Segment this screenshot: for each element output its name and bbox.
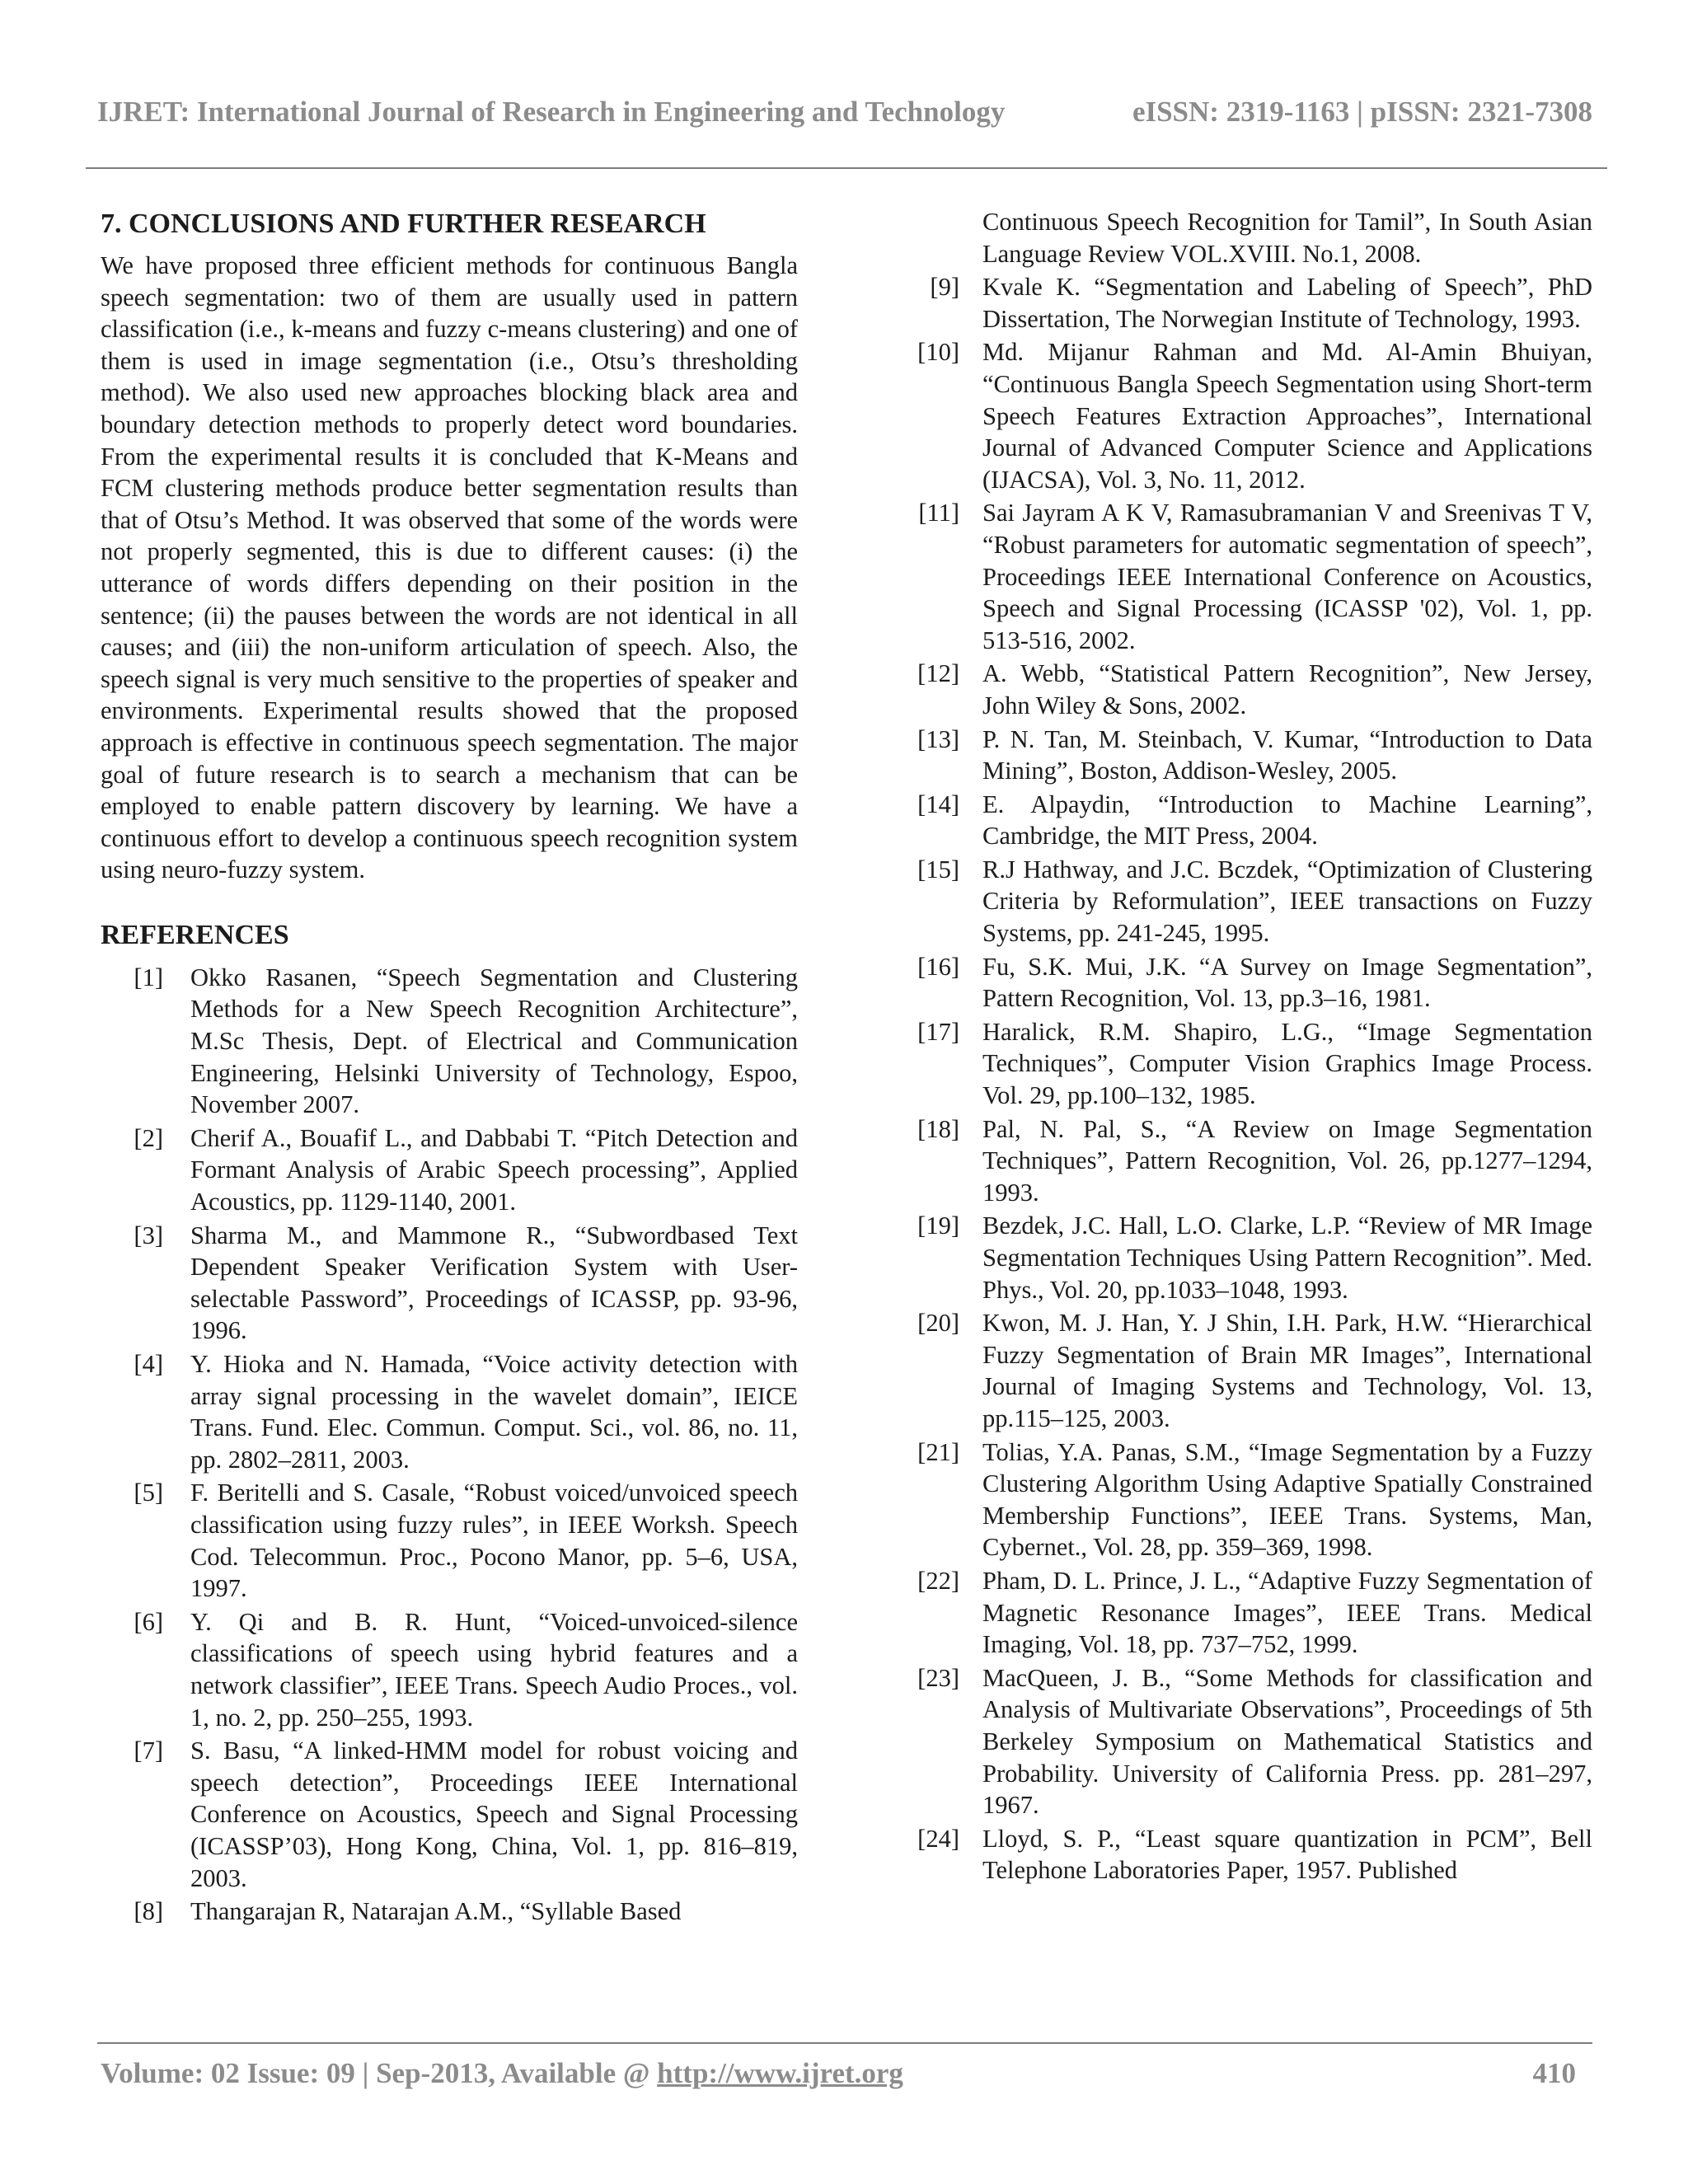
reference-item bbox=[907, 854, 1592, 949]
reference-item bbox=[907, 1113, 1592, 1209]
reference-number: [17] bbox=[917, 1017, 959, 1046]
reference-text: Kwon, M. J. Han, Y. J Shin, I.H. Park, H.W. “Hierarchical Fuzzy Segmentation of Brain MR Images”, International Journal of Imaging Systems and Technology, Vol. 13, pp.115–125, 2003. bbox=[982, 1309, 1592, 1432]
reference-text: Pal, N. Pal, S., “A Review on Image Segmentation Techniques”, Pattern Recognition, Vol. 26, pp.1277–1294, 1993. bbox=[982, 1114, 1592, 1207]
reference-text: A. Webb, “Statistical Pattern Recognition”, New Jersey, John Wiley & Sons, 2002. bbox=[982, 659, 1592, 719]
reference-item bbox=[101, 1735, 798, 1894]
reference-text: Bezdek, J.C. Hall, L.O. Clarke, L.P. “Review of MR Image Segmentation Techniques Using Pattern Recognition”. Med. Phys., Vol. 20, pp.1033–1048, 1993. bbox=[982, 1212, 1592, 1304]
reference-number: [12] bbox=[917, 659, 959, 688]
reference-text: Tolias, Y.A. Panas, S.M., “Image Segmentation by a Fuzzy Clustering Algorithm Using Adaptive Spatially Constrained Membership Functions”, IEEE Trans. Systems, Man, Cybernet., Vol. 28, pp. 359–369, 1998. bbox=[982, 1437, 1592, 1562]
reference-number: [14] bbox=[917, 790, 959, 818]
reference-item bbox=[907, 1210, 1592, 1305]
reference-number: [21] bbox=[917, 1437, 959, 1466]
reference-number: [8] bbox=[134, 1897, 163, 1926]
reference-item bbox=[907, 951, 1592, 1015]
section-title: 7. CONCLUSIONS AND FURTHER RESEARCH bbox=[101, 209, 706, 239]
reference-text: E. Alpaydin, “Introduction to Machine Learning”, Cambridge, the MIT Press, 2004. bbox=[982, 790, 1592, 851]
reference-text: S. Basu, “A linked-HMM model for robust voicing and speech detection”, Proceedings IEEE International Conference on Acoustics, Speech and Signal Processing (ICASSP’03), Hong Kong, China, Vol. 1, pp. 816–819, 2003. bbox=[190, 1736, 798, 1892]
right-column bbox=[907, 206, 1592, 1888]
reference-text: Md. Mijanur Rahman and Md. Al-Amin Bhuiyan, “Continuous Bangla Speech Segmentation using Short-term Speech Features Extraction Approaches”, International Journal of Advanced Computer Science and Applications (IJACSA), Vol. 3, No. 11, 2012. bbox=[982, 338, 1592, 494]
reference-item bbox=[907, 1307, 1592, 1434]
reference-text: Lloyd, S. P., “Least square quantization in PCM”, Bell Telephone Laboratories Paper, 1957. Published bbox=[982, 1824, 1592, 1885]
footer-rule bbox=[97, 2042, 1592, 2044]
reference-text: Y. Qi and B. R. Hunt, “Voiced-unvoiced-silence classifications of speech using hybrid features and a network classifier”, IEEE Trans. Speech Audio Proces., vol. 1, no. 2, pp. 250–255, 1993. bbox=[190, 1607, 798, 1732]
reference-text: Pham, D. L. Prince, J. L., “Adaptive Fuzzy Segmentation of Magnetic Resonance Images”, IEEE Trans. Medical Imaging, Vol. 18, pp. 737–752, 1999. bbox=[982, 1566, 1592, 1659]
reference-number: [9] bbox=[930, 273, 959, 302]
reference-item bbox=[101, 1220, 798, 1347]
reference-item bbox=[907, 1565, 1592, 1661]
left-column bbox=[101, 208, 798, 1929]
reference-text: Y. Hioka and N. Hamada, “Voice activity detection with array signal processing in the wavelet domain”, IEICE Trans. Fund. Elec. Commun. Comput. Sci., vol. 86, no. 11, pp. 2802–2811, 2003. bbox=[190, 1350, 798, 1474]
reference-number: [10] bbox=[917, 338, 959, 367]
page-header bbox=[97, 96, 1592, 129]
journal-title: IJRET: International Journal of Research in Engineering and Technology bbox=[97, 96, 1006, 128]
conclusions-paragraph: We have proposed three efficient methods for continuous Bangla speech segmentation: two of them are usually used in pattern classification (i.e., k-means and fuzzy c-means clustering) and one of them is used in image segmentation (i.e., Otsu’s thresholding method). We also used new approaches blocking black area and boundary detection methods to properly detect word boundaries. From the experimental results it is concluded that K-Means and FCM clustering methods produce better segmentation results than that of Otsu’s Method. It was observed that some of the words were not properly segmented, this is due to different causes: (i) the utterance of words differs depending on their position in the sentence; (ii) the pauses between the words are not identical in all causes; and (iii) the non-uniform articulation of speech. Also, the speech signal is very much sensitive to the properties of speaker and environments. Experimental results showed that the proposed approach is effective in continuous speech segmentation. The major goal of future research is to search a mechanism that can be employed to enable pattern discovery by learning. We have a continuous effort to develop a continuous speech recognition system using neuro-fuzzy system. bbox=[101, 251, 798, 884]
reference-text: Sai Jayram A K V, Ramasubramanian V and Sreenivas T V, “Robust parameters for automatic segmentation of speech”, Proceedings IEEE International Conference on Acoustics, Speech and Signal Processing (ICASSP '02), Vol. 1, pp. 513-516, 2002. bbox=[982, 499, 1592, 654]
reference-text: F. Beritelli and S. Casale, “Robust voiced/unvoiced speech classification using fuzzy rules”, in IEEE Worksh. Speech Cod. Telecommun. Proc., Pocono Manor, pp. 5–6, USA, 1997. bbox=[190, 1479, 798, 1603]
reference-number: [22] bbox=[917, 1566, 959, 1595]
reference-number: [3] bbox=[134, 1221, 163, 1249]
footer-volume-text: Volume: 02 Issue: 09 | Sep-2013, Available @ bbox=[101, 2057, 658, 2089]
page-number: 410 bbox=[1532, 2057, 1576, 2089]
references-title: REFERENCES bbox=[101, 919, 289, 950]
reference-text: Haralick, R.M. Shapiro, L.G., “Image Segmentation Techniques”, Computer Vision Graphics Image Process. Vol. 29, pp.100–132, 1985. bbox=[982, 1017, 1592, 1110]
reference-number: [16] bbox=[917, 952, 959, 981]
reference-number: [6] bbox=[134, 1607, 163, 1636]
reference-item bbox=[907, 497, 1592, 656]
reference-text: Kvale K. “Segmentation and Labeling of Speech”, PhD Dissertation, The Norwegian Institute of Technology, 1993. bbox=[982, 273, 1592, 333]
reference-item bbox=[101, 1606, 798, 1733]
reference-continuation: Continuous Speech Recognition for Tamil”, In South Asian Language Review VOL.XVIII. No.1, 2008. bbox=[982, 208, 1592, 268]
reference-number: [18] bbox=[917, 1114, 959, 1143]
reference-item bbox=[907, 724, 1592, 787]
reference-number: [24] bbox=[917, 1824, 959, 1853]
reference-number: [23] bbox=[917, 1663, 959, 1692]
reference-item bbox=[101, 1122, 798, 1218]
reference-number: [13] bbox=[917, 724, 959, 753]
reference-item bbox=[907, 1016, 1592, 1112]
reference-item bbox=[907, 1662, 1592, 1821]
issn-numbers: eISSN: 2319-1163 | pISSN: 2321-7308 bbox=[1132, 96, 1592, 128]
reference-item bbox=[101, 1896, 798, 1928]
reference-item bbox=[101, 1348, 798, 1475]
reference-text: Fu, S.K. Mui, J.K. “A Survey on Image Segmentation”, Pattern Recognition, Vol. 13, pp.3–16, 1981. bbox=[982, 952, 1592, 1013]
reference-item bbox=[907, 336, 1592, 495]
reference-number: [5] bbox=[134, 1479, 163, 1507]
reference-text: P. N. Tan, M. Steinbach, V. Kumar, “Introduction to Data Mining”, Boston, Addison-Wesley, 2005. bbox=[982, 724, 1592, 785]
footer-volume-info bbox=[101, 2057, 903, 2090]
reference-item bbox=[907, 271, 1592, 335]
reference-number: [4] bbox=[134, 1350, 163, 1378]
reference-number: [19] bbox=[917, 1212, 959, 1240]
reference-number: [1] bbox=[134, 963, 163, 991]
reference-text: Cherif A., Bouafif L., and Dabbabi T. “Pitch Detection and Formant Analysis of Arabic Speech processing”, Applied Acoustics, pp. 1129-1140, 2001. bbox=[190, 1123, 798, 1216]
reference-number: [2] bbox=[134, 1123, 163, 1152]
reference-text: Sharma M., and Mammone R., “Subwordbased Text Dependent Speaker Verification System with User-selectable Password”, Proceedings of ICASSP, pp. 93-96, 1996. bbox=[190, 1221, 798, 1345]
page-footer bbox=[101, 2057, 1576, 2090]
reference-item bbox=[907, 1823, 1592, 1886]
reference-number: [15] bbox=[917, 855, 959, 883]
reference-item bbox=[101, 962, 798, 1121]
reference-text: R.J Hathway, and J.C. Bczdek, “Optimization of Clustering Criteria by Reformulation”, IEEE transactions on Fuzzy Systems, pp. 241-245, 1995. bbox=[982, 855, 1592, 948]
reference-number: [7] bbox=[134, 1736, 163, 1765]
reference-number: [20] bbox=[917, 1309, 959, 1338]
reference-text: Thangarajan R, Natarajan A.M., “Syllable Based bbox=[190, 1897, 682, 1926]
reference-item bbox=[907, 789, 1592, 852]
reference-number: [11] bbox=[918, 499, 959, 527]
reference-text: Okko Rasanen, “Speech Segmentation and Clustering Methods for a New Speech Recognition Architecture”, M.Sc Thesis, Dept. of Electrical and Communication Engineering, Helsinki University of Technology, Espoo, November 2007. bbox=[190, 963, 798, 1119]
reference-item bbox=[907, 1436, 1592, 1563]
reference-item bbox=[101, 1477, 798, 1604]
reference-list-left bbox=[101, 962, 798, 1928]
reference-list-right bbox=[907, 271, 1592, 1886]
journal-website-link[interactable]: http://www.ijret.org bbox=[657, 2057, 903, 2089]
reference-item bbox=[907, 658, 1592, 721]
reference-text: MacQueen, J. B., “Some Methods for classification and Analysis of Multivariate Observations”, Proceedings of 5th Berkeley Symposium on Mathematical Statistics and Probability. University of California Press. pp. 281–297, 1967. bbox=[982, 1663, 1592, 1820]
header-rule bbox=[86, 167, 1607, 169]
